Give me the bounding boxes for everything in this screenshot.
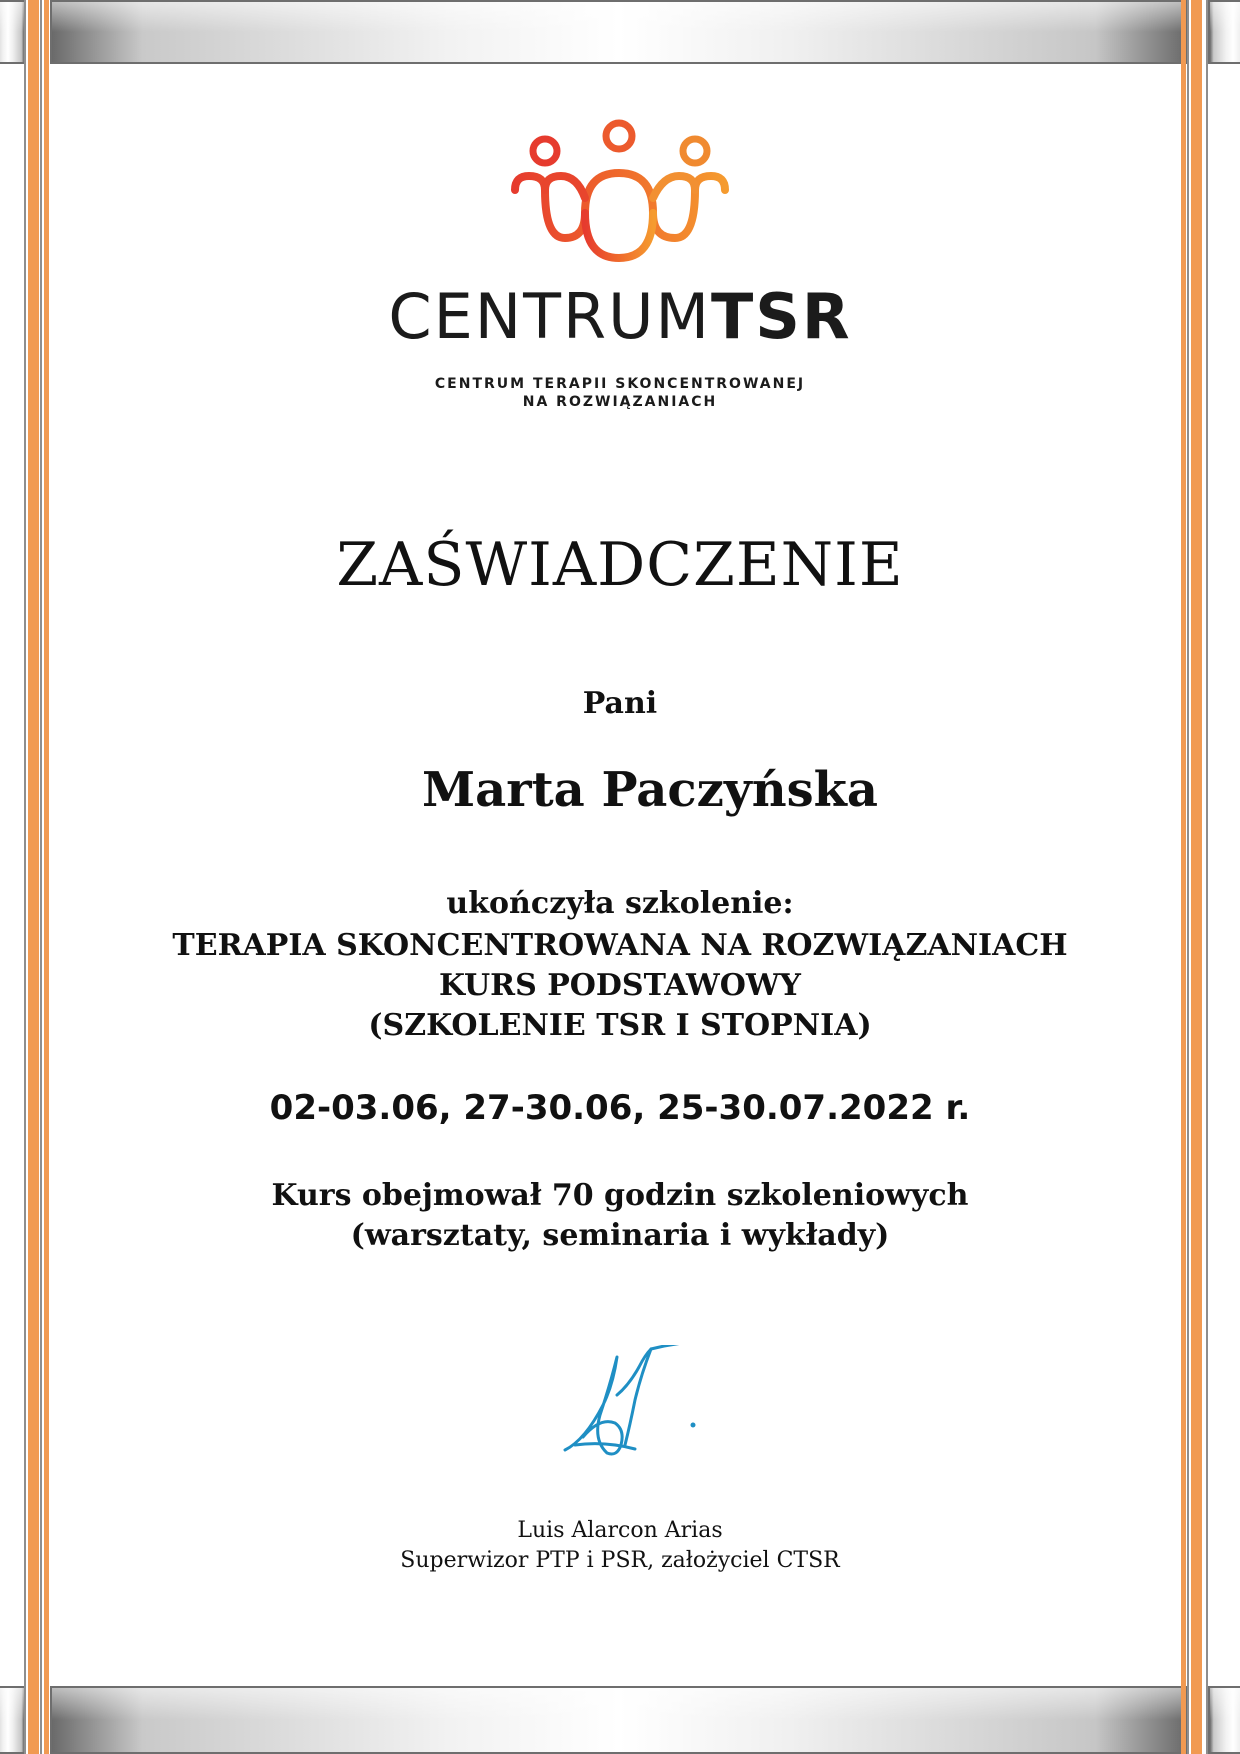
certificate-title: ZAŚWIADCZENIE xyxy=(336,530,904,600)
brand-light: CENTRUM xyxy=(388,280,711,353)
brand-subtitle-line2: NA ROZWIĄZANIACH xyxy=(522,394,718,410)
handwritten-signature-icon xyxy=(555,1345,705,1465)
course-hours xyxy=(100,1176,1140,1256)
course-line: TERAPIA SKONCENTROWANA NA ROZWIĄZANIACH xyxy=(172,928,1068,963)
frame-bottom-bar xyxy=(50,1686,1188,1754)
course-name xyxy=(100,926,1140,1046)
frame-line xyxy=(24,0,26,1754)
brand-bold: TSR xyxy=(710,280,852,353)
frame-line xyxy=(1206,0,1208,1754)
hours-line: (warsztaty, seminaria i wykłady) xyxy=(350,1218,890,1253)
frame-top-bar-right xyxy=(1208,0,1240,64)
frame-line xyxy=(40,0,42,1754)
signer-role: Superwizor PTP i PSR, założyciel CTSR xyxy=(400,1548,840,1573)
signer-name: Luis Alarcon Arias xyxy=(517,1518,723,1543)
brand-wordmark xyxy=(370,280,870,353)
hours-line: Kurs obejmował 70 godzin szkoleniowych xyxy=(271,1178,969,1213)
recipient-name: Marta Paczyńska xyxy=(421,762,879,818)
salutation: Pani xyxy=(582,686,658,721)
frame-top-bar xyxy=(50,0,1188,64)
course-dates: 02-03.06, 27-30.06, 25-30.07.2022 r. xyxy=(269,1088,971,1128)
frame-orange-line-right xyxy=(1191,0,1202,1754)
frame-orange-line-left-inner xyxy=(44,0,49,1754)
signer-block xyxy=(100,1516,1140,1576)
brand-subtitle-line1: CENTRUM TERAPII SKONCENTROWANEJ xyxy=(434,376,806,392)
frame-bottom-bar-left xyxy=(0,1686,26,1754)
course-line: KURS PODSTAWOWY xyxy=(439,968,801,1003)
three-people-logo-icon xyxy=(505,118,735,263)
completed-label: ukończyła szkolenie: xyxy=(446,886,794,921)
frame-bottom-bar-right xyxy=(1208,1686,1240,1754)
course-line: (SZKOLENIE TSR I STOPNIA) xyxy=(368,1008,872,1043)
frame-top-bar-left xyxy=(0,0,26,64)
frame-orange-line-left xyxy=(28,0,39,1754)
frame-orange-line-right-inner xyxy=(1181,0,1186,1754)
frame-line xyxy=(1187,0,1189,1754)
